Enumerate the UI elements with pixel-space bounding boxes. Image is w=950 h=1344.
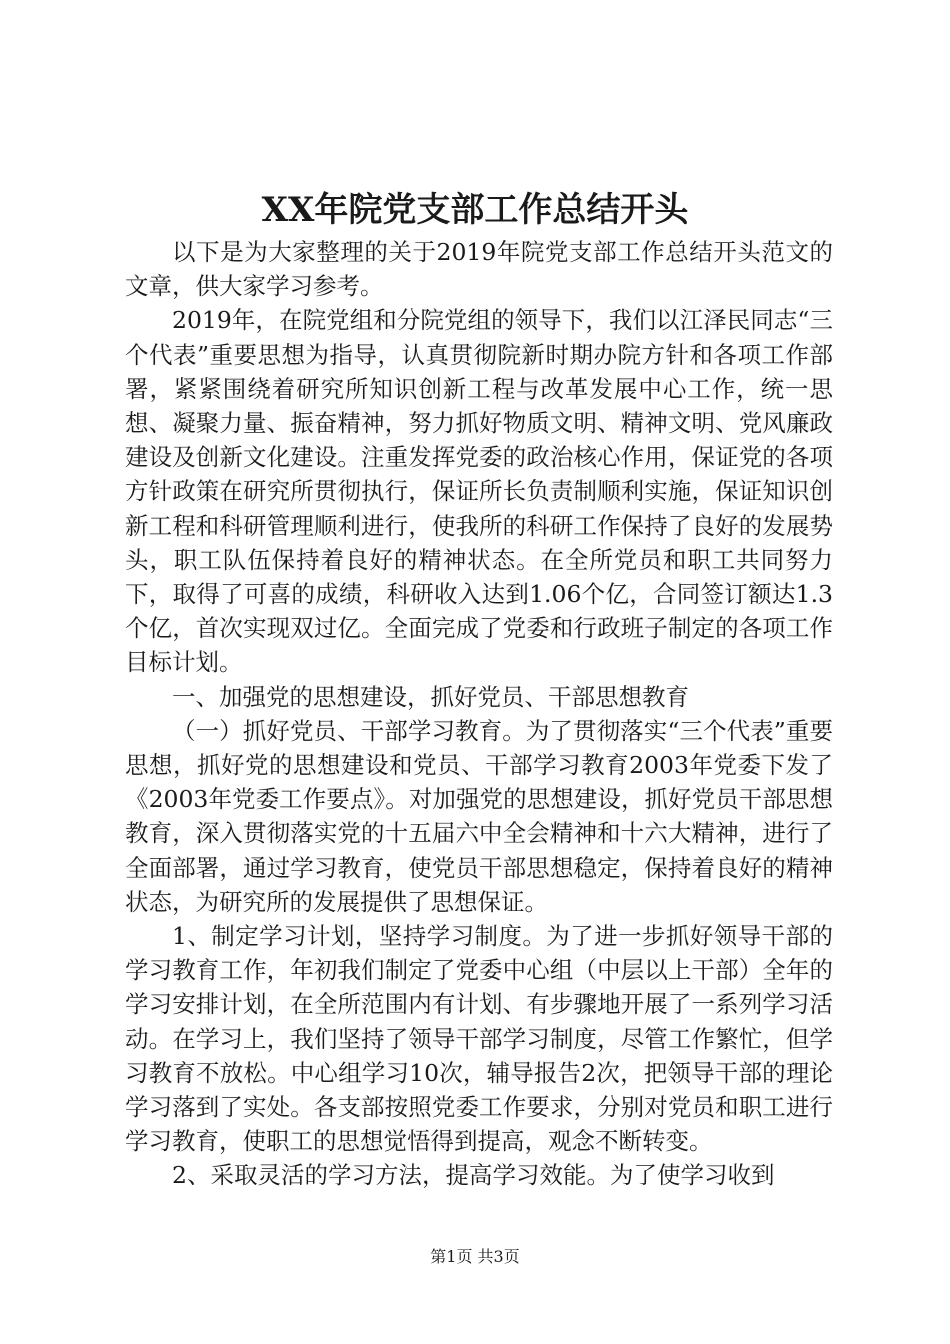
paragraph-item-2: 2、采取灵活的学习方法，提高学习效能。为了使学习收到 <box>172 1161 775 1190</box>
document-body <box>125 235 833 1193</box>
paragraph-item-1: 1、制定学习计划，坚持学习制度。为了进一步抓好领导干部的学习教育工作，年初我们制定了党委中心组（中层以上干部）全年的学习安排计划，在全所范围内有计划、有步骤地开展了一系列学习活动。在学习上，我们坚持了领导干部学习制度，尽管工作繁忙，但学习教育不放松。中心组学习10次，辅导报告2次，把领导干部的理论学习落到了实处。各支部按照党委工作要求，分别对党员和职工进行学习教育，使职工的思想觉悟得到提高，观念不断转变。 <box>125 922 833 1156</box>
paragraph-summary: 2019年，在院党组和分院党组的领导下，我们以江泽民同志“三个代表”重要思想为指导，认真贯彻院新时期办院方针和各项工作部署，紧紧围绕着研究所知识创新工程与改革发展中心工作，统一思想、凝聚力量、振奋精神，努力抓好物质文明、精神文明、党风廉政建设及创新文化建设。注重发挥党委的政治核心作用，保证党的各项方针政策在研究所贯彻执行，保证所长负责制顺利实施，保证知识创新工程和科研管理顺利进行，使我所的科研工作保持了良好的发展势头，职工队伍保持着良好的精神状态。在全所党员和职工共同努力下，取得了可喜的成绩，科研收入达到1.06个亿，合同签订额达1.3个亿，首次实现双过亿。全面完成了党委和行政班子制定的各项工作目标计划。 <box>125 306 833 677</box>
page-footer: 第1页 共3页 <box>430 1247 520 1266</box>
document-title: XX年院党支部工作总结开头 <box>261 190 689 230</box>
paragraph-subsection-1: （一）抓好党员、干部学习教育。为了贯彻落实“三个代表”重要思想，抓好党的思想建设和党员、干部学习教育2003年党委下发了《2003年党委工作要点》。对加强党的思想建设，抓好党员干部思想教育，深入贯彻落实党的十五届六中全会精神和十六大精神，进行了全面部署，通过学习教育，使党员干部思想稳定，保持着良好的精神状态，为研究所的发展提供了思想保证。 <box>125 716 833 916</box>
section-heading: 一、加强党的思想建设，抓好党员、干部思想教育 <box>172 682 689 711</box>
paragraph-intro: 以下是为大家整理的关于2019年院党支部工作总结开头范文的文章，供大家学习参考。 <box>125 238 833 301</box>
